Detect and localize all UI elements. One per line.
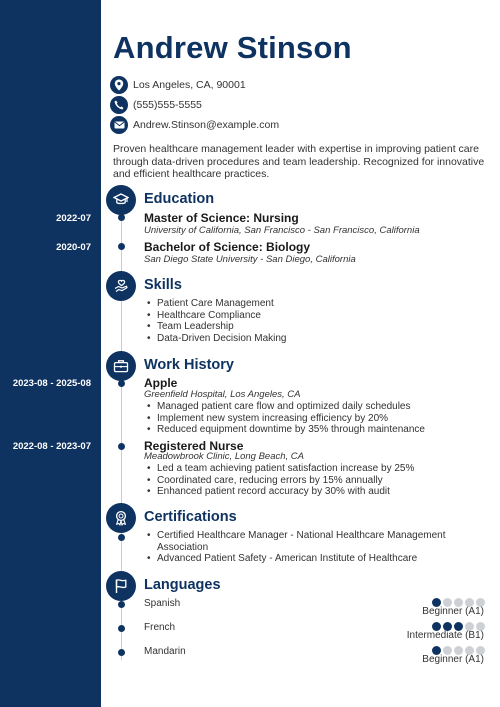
education-heading: Education bbox=[144, 191, 215, 207]
contact-phone bbox=[110, 96, 202, 114]
candidate-name: Andrew Stinson bbox=[113, 30, 352, 65]
timeline-dot bbox=[118, 443, 125, 450]
job-bullets bbox=[145, 463, 414, 498]
job-bullets bbox=[145, 401, 425, 436]
envelope-icon bbox=[110, 116, 128, 134]
languages-heading: Languages bbox=[144, 577, 221, 593]
job-bullet: • Reduced equipment downtime by 35% through maintenance bbox=[145, 424, 425, 436]
graduation-cap-icon bbox=[106, 185, 136, 215]
job-bullet: • Enhanced patient record accuracy by 30% with audit bbox=[145, 486, 414, 498]
professional-summary: Proven healthcare management leader with expertise in improving patient care through data-driven procedures and team leadership. Recognized for innovative and efficient healthcare practices. bbox=[113, 143, 485, 181]
certifications-list bbox=[145, 530, 475, 565]
education-school: San Diego State University - San Diego, California bbox=[144, 254, 356, 265]
email-text[interactable]: Andrew.Stinson@example.com bbox=[133, 119, 280, 131]
language-level: Beginner (A1) bbox=[422, 654, 484, 665]
work-history-heading: Work History bbox=[144, 357, 234, 373]
hand-heart-icon bbox=[106, 271, 136, 301]
left-sidebar bbox=[0, 0, 101, 707]
language-name: Mandarin bbox=[144, 646, 186, 657]
contact-location bbox=[110, 76, 246, 94]
skills-heading: Skills bbox=[144, 277, 182, 293]
job-employer: Meadowbrook Clinic, Long Beach, CA bbox=[144, 451, 305, 462]
language-level: Intermediate (B1) bbox=[406, 630, 484, 641]
timeline-dot bbox=[118, 601, 125, 608]
skill-item: • Data-Driven Decision Making bbox=[145, 333, 287, 345]
award-ribbon-icon bbox=[106, 503, 136, 533]
phone-icon bbox=[110, 96, 128, 114]
job-bullet: • Implement new system increasing efficiency by 20% bbox=[145, 413, 425, 425]
skill-item: • Patient Care Management bbox=[145, 298, 287, 310]
language-name: Spanish bbox=[144, 598, 181, 609]
language-level: Beginner (A1) bbox=[422, 606, 484, 617]
job-bullet: • Managed patient care flow and optimized daily schedules bbox=[145, 401, 425, 413]
job-employer: Greenfield Hospital, Los Angeles, CA bbox=[144, 389, 301, 400]
timeline-dot bbox=[118, 380, 125, 387]
skills-list bbox=[145, 298, 287, 344]
flag-icon bbox=[106, 571, 136, 601]
certification-item: • Certified Healthcare Manager - National Healthcare Management Association bbox=[145, 530, 475, 553]
job-title: Apple bbox=[144, 376, 178, 390]
timeline-dot bbox=[118, 625, 125, 632]
certifications-heading: Certifications bbox=[144, 509, 237, 525]
map-pin-icon bbox=[110, 76, 128, 94]
education-degree: Bachelor of Science: Biology bbox=[144, 240, 311, 254]
job-bullet: • Led a team achieving patient satisfaction increase by 25% bbox=[145, 463, 414, 475]
job-dates: 2022-08 - 2023-07 bbox=[12, 441, 91, 452]
job-dates: 2023-08 - 2025-08 bbox=[12, 378, 91, 389]
location-text: Los Angeles, CA, 90001 bbox=[133, 79, 246, 91]
contact-email bbox=[110, 116, 279, 134]
education-date: 2022-07 bbox=[56, 213, 91, 224]
timeline-dot bbox=[118, 243, 125, 250]
education-degree: Master of Science: Nursing bbox=[144, 211, 299, 225]
skill-item: • Team Leadership bbox=[145, 321, 287, 333]
timeline-dot bbox=[118, 649, 125, 656]
certification-item: • Advanced Patient Safety - American Institute of Healthcare bbox=[145, 553, 475, 565]
briefcase-icon bbox=[106, 351, 136, 381]
timeline-dot bbox=[118, 534, 125, 541]
phone-text: (555)555-5555 bbox=[133, 99, 202, 111]
timeline-dot bbox=[118, 214, 125, 221]
skill-item: • Healthcare Compliance bbox=[145, 310, 287, 322]
language-name: French bbox=[144, 622, 176, 633]
job-title: Registered Nurse bbox=[144, 439, 244, 453]
job-bullet: • Coordinated care, reducing errors by 15% annually bbox=[145, 475, 414, 487]
education-school: University of California, San Francisco - San Francisco, California bbox=[144, 225, 420, 236]
education-date: 2020-07 bbox=[56, 242, 91, 253]
